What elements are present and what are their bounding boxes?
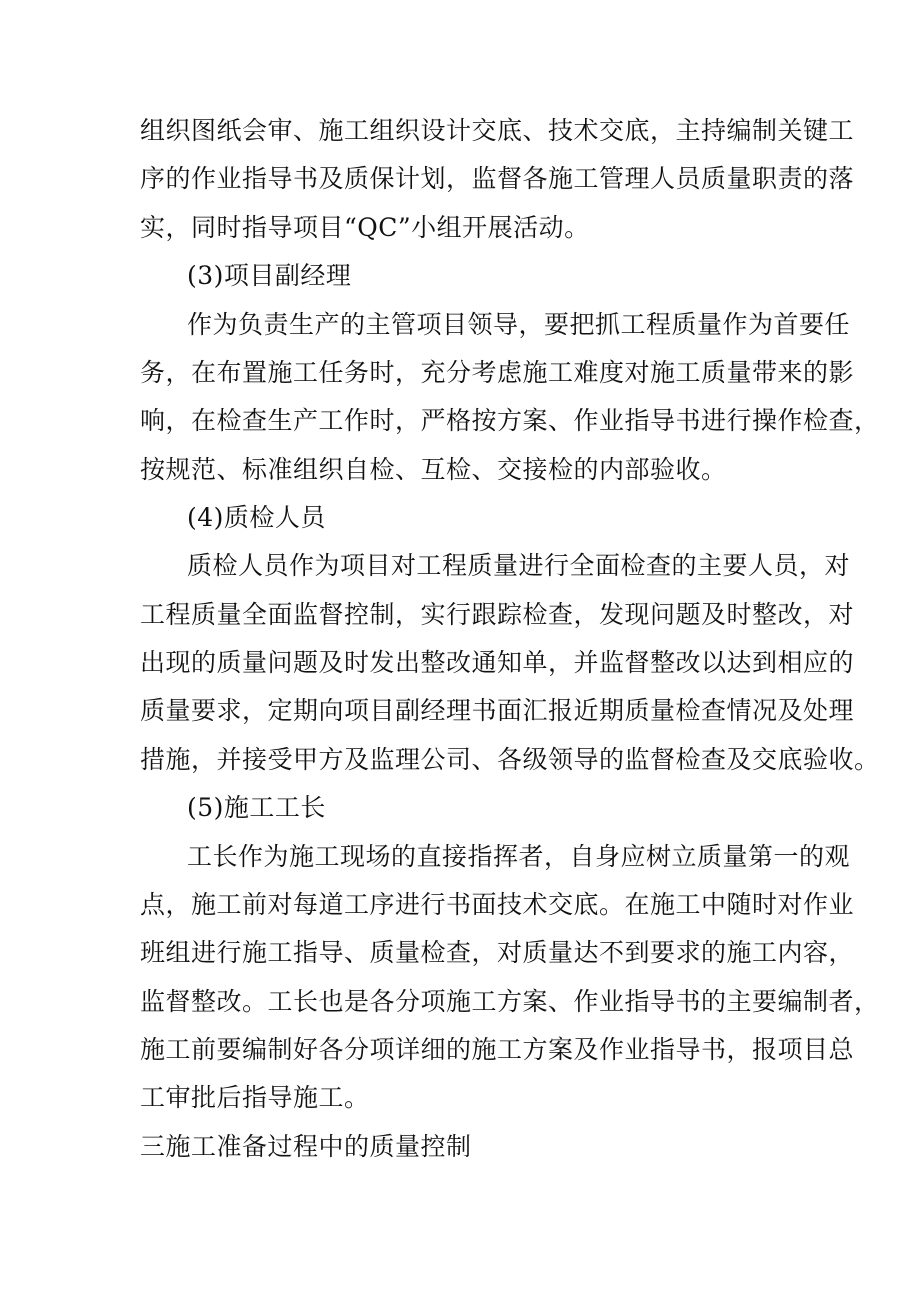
paragraph-line: 监督整改。工长也是各分项施工方案、作业指导书的主要编制者， xyxy=(140,987,880,1016)
paragraph-line: 作为负责生产的主管项目领导，要把抓工程质量作为首要任 xyxy=(187,310,851,339)
paragraph-line: 出现的质量问题及时发出整改通知单，并监督整改以达到相应的 xyxy=(140,648,855,677)
paragraph-line: 工程质量全面监督控制，实行跟踪检查，发现问题及时整改，对 xyxy=(140,600,855,629)
paragraph-line: 措施，并接受甲方及监理公司、各级领导的监督检查及交底验收。 xyxy=(140,745,880,774)
subheading-quality-inspectors: (4)质检人员 xyxy=(187,503,326,532)
paragraph-line: 班组进行施工指导、质量检查，对质量达不到要求的施工内容， xyxy=(140,938,855,967)
paragraph-line: 按规范、标准组织自检、互检、交接检的内部验收。 xyxy=(140,455,727,484)
section-title: 三施工准备过程中的质量控制 xyxy=(140,1132,472,1161)
paragraph-line: 序的作业指导书及质保计划，监督各施工管理人员质量职责的落 xyxy=(140,164,855,193)
subheading-deputy-manager: (3)项目副经理 xyxy=(187,261,352,290)
paragraph-line: 工长作为施工现场的直接指挥者，自身应树立质量第一的观 xyxy=(187,842,851,871)
paragraph-line: 质检人员作为项目对工程质量进行全面检查的主要人员，对 xyxy=(187,551,851,580)
paragraph-line: 工审批后指导施工。 xyxy=(140,1083,370,1112)
paragraph-line: 组织图纸会审、施工组织设计交底、技术交底，主持编制关键工 xyxy=(140,116,855,145)
paragraph-line: 施工前要编制好各分项详细的施工方案及作业指导书，报项目总 xyxy=(140,1035,855,1064)
subheading-foreman: (5)施工工长 xyxy=(187,793,326,822)
paragraph-line: 点，施工前对每道工序进行书面技术交底。在施工中随时对作业 xyxy=(140,890,855,919)
paragraph-line: 务，在布置施工任务时，充分考虑施工难度对施工质量带来的影 xyxy=(140,358,855,387)
paragraph-line: 质量要求，定期向项目副经理书面汇报近期质量检查情况及处理 xyxy=(140,696,855,725)
paragraph-line: 实，同时指导项目“QC”小组开展活动。 xyxy=(140,213,590,242)
paragraph-line: 响，在检查生产工作时，严格按方案、作业指导书进行操作检查， xyxy=(140,406,880,435)
